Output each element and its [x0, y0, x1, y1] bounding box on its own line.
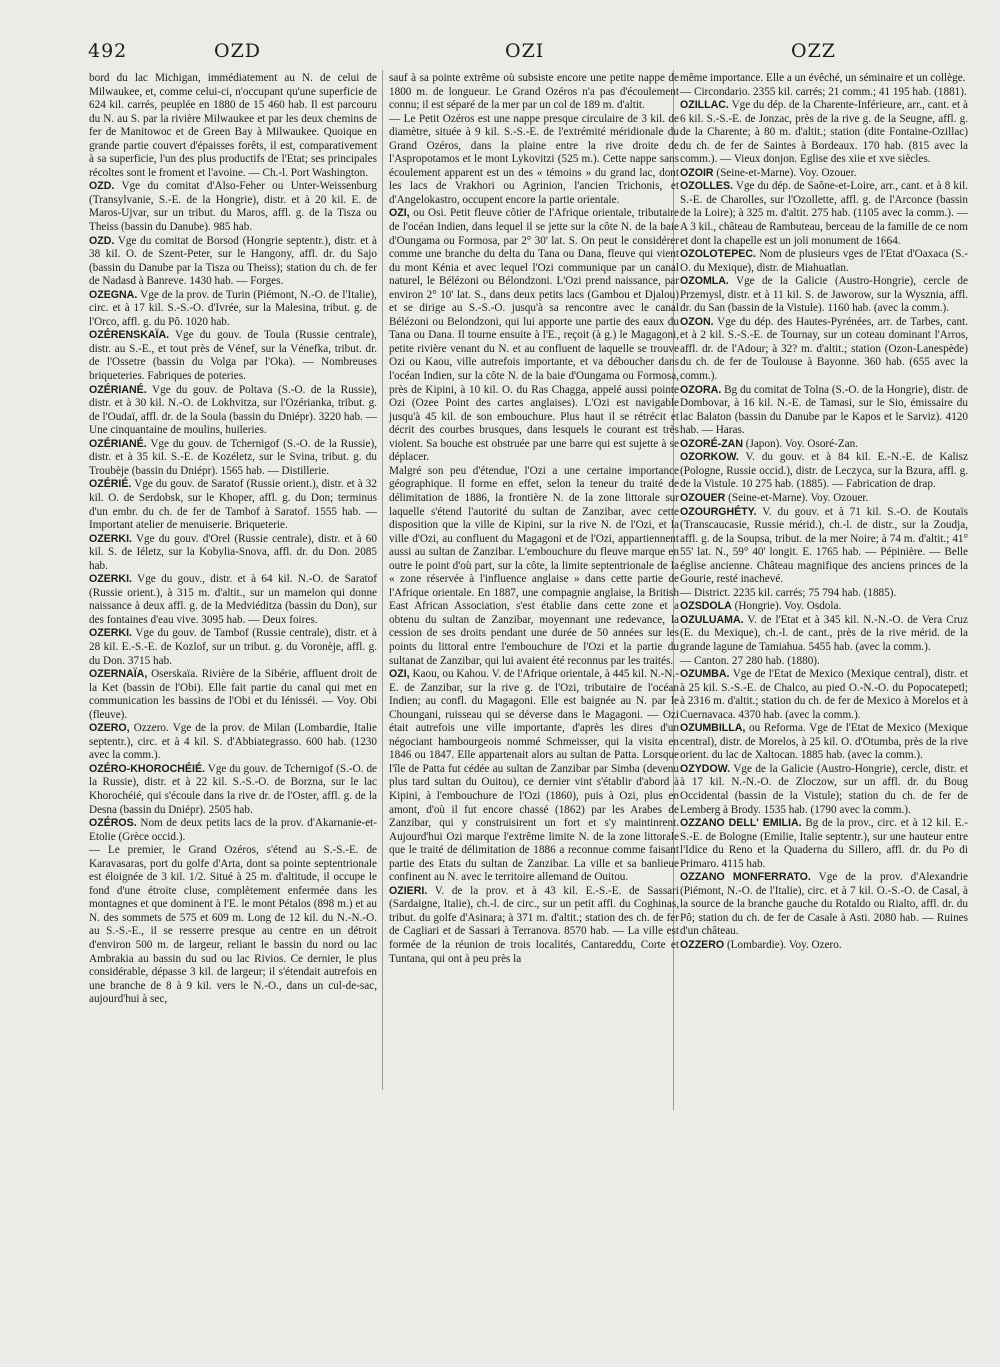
entry-headword: OZERO, [89, 722, 130, 735]
dictionary-entry [389, 72, 679, 113]
entry-headword: OZÉROS. [89, 817, 137, 830]
dictionary-entry [680, 939, 968, 953]
dictionary-entry [680, 167, 968, 181]
entry-headword: OZORÉ-ZAN [680, 437, 743, 450]
entry-headword: OZI, [389, 668, 410, 681]
entry-headword: OZOURGHÉTY. [680, 505, 757, 518]
entry-text: (Japon). Voy. Osoré-Zan. [745, 437, 859, 450]
entry-text: Vge du gouv. de Tchernigof (S.-O. de la Russie), distr. et à 22 kil. S.-S.-O. de Borzna, sur le lac Khorochéié, qui s'écoule dans la rive dr. de l'Oster, affl. g. de la Desna (bassin du Dniépr). 2505 hab. [89, 762, 377, 816]
text-column-2 [389, 72, 679, 966]
dictionary-entry [680, 248, 968, 275]
entry-text: V. du gouv. et à 71 kil. S.-O. de Koutaïs (Transcaucasie, Russie mérid.), ch.-l. de distr., sur la Zoudja, affl. g. de la Soupsa, tribut. de la mer Noire; à 74 m. d'altit.; 41° 55' lat. N., 59° 40' longit. E. 1765 hab. — Pépinière. — Belle église ancienne. Château magnifique des anciens princes de la Gourie, resté inachevé. [680, 505, 968, 586]
dictionary-entry [89, 235, 377, 289]
entry-headword: OZUMBA. [680, 668, 730, 681]
entry-text: Vge du dép. de Saône-et-Loire, arr., cant. et à 8 kil. S.-E. de Charolles, sur l'Ozollette, affl. g. de l'Arconce (bassin de la Loire); à 325 m. d'altit. 275 hab. (1105 avec la comm.). — A 3 kil., château de Rambuteau, berceau de la famille de ce nom et dont la chapelle est un joli monument de 1664. [680, 180, 968, 247]
dictionary-entry [680, 655, 968, 669]
dictionary-entry [89, 627, 377, 668]
dictionary-entry [389, 207, 679, 464]
entry-text: — Le Petit Ozéros est une nappe presque circulaire de 3 kil. de diamètre, située à 9 kil. S.-S.-E. de l'extrémité méridionale du Grand Ozéros, dans la plaine entre la rive droite de l'Aspropotamos et le mont Lykovitzi (525 m.). Cette nappe sans écoulement apparent est un des « témoins » du grand lac, dont les lacs de Vrakhori ou Agrinion, l'ancien Trichonis, et d'Angelokastro, occupent encore la partie orientale. [389, 112, 679, 206]
entry-text: Vge du gouv., distr. et à 64 kil. N.-O. de Saratof (Russie orient.), à 315 m. d'altit., sur un mamelon qui donne naissance à deux affl. g. de la Medviéditza (bassin du Don), sur des fontaines d'eau vive. 3095 hab. — Deux foires. [89, 573, 377, 626]
entry-headword: OZÉRENSKAÏA. [89, 329, 170, 342]
dictionary-entry [89, 533, 377, 574]
entry-headword: OZÉRIANÉ. [89, 383, 147, 396]
dictionary-entry [89, 817, 377, 844]
dictionary-entry [680, 600, 968, 614]
dictionary-entry [89, 844, 377, 1007]
entry-text: Kaou, ou Kahou. V. de l'Afrique orientale, à 445 kil. N.-N.-E. de Zanzibar, sur la rive g. de l'Ozi, tributaire de l'océan Indien; au confl. du Magagoni. Elle est baignée au N. par le Choungani, ruisseau qui se déverse dans le Magagoni. — Ozi était autrefois une ville importante, d'après les dires d'un négociant hambourgeois nommé Schmeisser, qui la visita en 1846 ou 1847. Elle appartenait alors au sultan de Patta. Lorsque l'île de Patta fut cédée au sultan de Zanzibar par Simba (devenu plus tard sultan du Ouitou), ce dernier vint s'établir d'abord à Kipini, à l'embouchure de l'Ozi (1860), puis à Ozi, plus en amont, d'où il fut encore chassé (1862) par les Arabes de Zanzibar, qui y construisirent un fort et s'y maintinrent. Aujourd'hui Ozi marque l'extrême limite N. de la zone littorale que le traité de délimitation de 1886 a reconnue comme faisant partie des Etats du sultan de Zanzibar. La ville et sa banlieue confinent au N. avec le territoire allemand de Ouitou. [389, 668, 679, 884]
entry-text: V. du gouv. et à 84 kil. E.-N.-E. de Kalisz (Pologne, Russie occid.), distr. de Leczyca, sur la Bzura, affl. g. de la Vistule. 10 275 hab. (1885). — Fabrication de drap. [680, 451, 968, 491]
entry-headword: OZZANO MONFERRATO. [680, 871, 811, 884]
dictionary-entry [89, 478, 377, 532]
dictionary-entry [680, 86, 968, 100]
running-head-right: OZZ [791, 40, 836, 62]
entry-text: Vge du gouv. de Tambof (Russie centrale), distr. et à 28 kil. E.-S.-E. de Kozlof, sur un tribut. g. du Voronèje, affl. g. du Don. 3715 hab. [89, 627, 377, 667]
dictionary-entry [89, 668, 377, 722]
entry-text: Vge de la Galicie (Austro-Hongrie), cercle de Przemysl, distr. et à 11 kil. S. de Jaworow, sur la Wysznia, affl. dr. du San (bassin de la Vistule). 1160 hab. (avec la comm.). [680, 275, 968, 315]
entry-text: (Seine-et-Marne). Voy. Ozouer. [716, 166, 857, 179]
entry-text: Vge du gouv. de Tchernigof (S.-O. de la Russie), distr. et à 35 kil. S.-E. de Kozéletz, sur le Svina, tribut. g. du Troubèje (bassin du Dniépr). 1565 hab. — Distillerie. [89, 437, 377, 477]
dictionary-entry [680, 871, 968, 939]
entry-text: Vge du comitat de Borsod (Hongrie septentr.), distr. et à 38 kil. O. de Szent-Peter, sur le Hangony, affl. dr. du Sajo (bassin du Danube par la Tisza ou Theiss); station du ch. de fer de Nadasd à Banreve. 1430 hab. — Forges. [89, 234, 377, 288]
entry-text: Malgré son peu d'étendue, l'Ozi a une certaine importance géographique. Il forme en effet, selon la teneur du traité de délimitation de 1886, la frontière N. de la zone littorale sur laquelle s'étend l'autorité du sultan de Zanzibar, avec cette disposition que la ville de Kipini, sur la rive N. de l'Ozi, et la ville d'Ozi, au confluent du Magagoni et de l'Ozi, appartiennent aussi au sultan de Zanzibar. L'embouchure du fleuve marque en outre le point d'où part, sur la côte, la limite septentrionale de la « zone réservée à l'influence anglaise » dans cette partie de l'Afrique orientale. En 1887, une compagnie anglaise, la British East African Association, s'est établie dans cette zone et a obtenu du sultan de Zanzibar, moyennant une redevance, la cession de ses droits pendant une durée de 50 années sur les points du littoral entre l'embouchure de l'Ozi et la partie du sultanat de Zanzibar, qui lui avaient été reconnus par les traités. [389, 464, 679, 667]
running-head-left: OZD [214, 40, 262, 62]
dictionary-entry [89, 763, 377, 817]
entry-headword: OZÉRO-KHOROCHÉIÉ. [89, 762, 205, 775]
entry-headword: OZON. [680, 315, 714, 328]
dictionary-entry [680, 817, 968, 871]
entry-text: Vge du dép. des Hautes-Pyrénées, arr. de Tarbes, cant. et à 2 kil. S.-S.-E. de Tournay, sur un coteau dominant l'Arros, affl. dr. de l'Adour; à 32? m. d'altit.; station (Ozon-Lanespède) du ch. de fer de Toulouse à Bayonne. 360 hab. (655 avec la comm.). [680, 315, 968, 383]
entry-headword: OZSDOLA [680, 600, 732, 613]
entry-text: Vge du gouv. de Toula (Russie centrale), distr. au S.-E., et tout près de Vénef, sur la Vénefka, tribut. dr. de l'Ossetre (bassin du Volga par l'Oka). — Nombreuses briqueteries. Fabriques de poteries. [89, 329, 377, 383]
entry-headword: OZERKI. [89, 532, 132, 545]
dictionary-entry [680, 614, 968, 655]
entry-text: Vge du gouv. de Poltava (S.-O. de la Russie), distr. et à 30 kil. N.-O. de Lokhvitza, sur l'Ozérianka, tribut. g. de l'Oudaï, affl. dr. de la Soula (bassin du Dniépr). 3220 hab. — Une cinquantaine de moulins, huileries. [89, 383, 377, 437]
dictionary-entry [89, 329, 377, 383]
entry-text: — Le premier, le Grand Ozéros, s'étend au S.-S.-E. de Karavasaras, port du golfe d'Arta, dont sa pointe septentrionale est éloignée de 3 kil. 1/2. Situé à 25 m. d'altitude, il occupe le fond d'une étroite cluse, complètement enfermée dans les montagnes et que dominent à l'E. le mont Pétalos (898 m.) et au N. des sommets de 575 et 609 m. Long de 12 kil. du N.-N.-O. au S.-S.-E., il se resserre presque au centre en un détroit d'environ 500 m. de largeur, reliant le bassin du nord ou lac Ambrakia au bassin du sud ou lac Rivios. Ce dernier, le plus considérable, dépasse 3 kil. de largeur; il s'étendait autrefois en une branche de 8 à 9 kil. vers le N.-O., dans un cul-de-sac, aujourd'hui à sec, [89, 844, 377, 1006]
dictionary-entry [680, 72, 968, 86]
entry-headword: OZI, [389, 207, 410, 220]
entry-text: bord du lac Michigan, immédiatement au N. de celui de Milwaukee, et, comme celui-ci, n'occupant qu'une superficie de 624 kil. carrés, peuplée en 1880 de 15 460 hab. Il est parcouru du N. au S. par la rivière Milwaukee et par les deux chemins de fer de Manitowoc et de Green Bay à Milwaukee. Quoique en grande partie couvert d'épaisses forêts, il est, comparativement à sa superficie, l'un des plus productifs de l'Etat; ses principales récoltes sont le froment et l'avoine. — Ch.-l. Port Washington. [89, 72, 377, 179]
entry-headword: OZZANO DELL' EMILIA. [680, 817, 802, 830]
entry-headword: OZORA. [680, 383, 722, 396]
entry-text: Nom de deux petits lacs de la prov. d'Akarnanie-et-Etolie (Grèce occid.). [89, 817, 378, 843]
running-head-middle: OZI [505, 40, 545, 62]
entry-headword: OZUMBILLA, [680, 722, 746, 735]
entry-text: — District. 2235 kil. carrés; 75 794 hab. (1885). [680, 586, 897, 599]
entry-text: Vge de la Galicie (Austro-Hongrie), cercle, distr. et à 17 kil. N.-N.-O. de Zloczow, sur un affl. dr. du Boug Occidental (bassin de la Vistule); station du ch. de fer de Lemberg à Brody. 1535 hab. (1790 avec la comm.). [680, 762, 968, 816]
text-column-3 [680, 72, 968, 953]
entry-text: Oserskaïa. Rivière de la Sibérie, affluent droit de la Ket (bassin de l'Obi). Elle fait partie du canal qui met en communication les bassins de l'Obi et du Iénisséi. — Voy. Obi (fleuve). [89, 668, 377, 721]
dictionary-entry [680, 587, 968, 601]
entry-text: même importance. Elle a un évêché, un séminaire et un collège. [680, 72, 966, 84]
entry-headword: OZD. [89, 234, 115, 247]
entry-headword: OZEGNA. [89, 288, 138, 301]
entry-text: (Seine-et-Marne). Voy. Ozouer. [728, 491, 869, 504]
entry-text: Bg de la prov., circ. et à 12 kil. E.-S.-E. de Bologne (Emilie, Italie septentr.), sur une hauteur entre l'Idice du Reno et la Quaderna du Sillero, affl. dr. du Po di Primaro. 4115 hab. [680, 817, 968, 870]
entry-text: Vge du gouv. d'Orel (Russie centrale), distr. et à 60 kil. S. de Iéletz, sur la Kobylia-Snova, affl. dr. du Don. 2085 hab. [89, 532, 377, 572]
entry-headword: OZZERO [680, 939, 725, 951]
dictionary-entry [89, 72, 377, 180]
entry-text: ou Osi. Petit fleuve côtier de l'Afrique orientale, tributaire de l'océan Indien, dans lequel il se jette sur la côte N. de la baie d'Oungama ou Formosa, par 2° 30' lat. S. On peut le considérer comme une branche du delta du Tana ou Dana, fleuve qui vient du mont Kénia et avec lequel l'Ozi communique par un canal naturel, le Bélézoni ou Bélondzoni. L'Ozi prend naissance, par environ 2° 10' lat. S., dans deux petits lacs (Gambou et Djalou) et se dirige au S.-S.-O. jusqu'à sa rencontre avec le canal Bélézoni ou Belondzoni, qui lui apporte une partie des eaux du Tana ou Dana. Il tourne ensuite à l'E., reçoit (à g.) le Magagoni, petite rivière venant du N. et au confluent de laquelle se trouve Ozi ou Kaou, ville autrefois importante, et va déboucher dans l'océan Indien, sur la côte N. de la baie d'Oungama ou Formosa, près de Kipini, à 10 kil. O. du Ras Chagga, appelé aussi pointe Ozi (Ozee Point des cartes anglaises). L'Ozi est navigable jusqu'à 45 kil. de son embouchure. Plus haut il se rétrécit et décrit des courbes brusques, dans lesquels le courant est très violent. Sa bouche est obstruée par une barre qui est sujette à se déplacer. [389, 207, 680, 464]
dictionary-entry [680, 438, 968, 452]
dictionary-entry [680, 275, 968, 316]
entry-headword: OZOLLES. [680, 180, 733, 193]
entry-text: Vge de l'Etat de Mexico (Mexique central), distr. et à 25 kil. S.-S.-E. de Chalco, au pied O.-N.-O. du Popocatepetl; à 2316 m. d'altit.; station du ch. de fer de Mexico à Morelos et à Cuernavaca. 4370 hab. (avec la comm.). [680, 668, 968, 721]
column-divider [382, 70, 383, 1090]
entry-text: — Canton. 27 280 hab. (1880). [680, 654, 820, 667]
entry-text: (Lombardie). Voy. Ozero. [726, 939, 842, 951]
entry-text: — Circondario. 2355 kil. carrés; 21 comm.; 41 195 hab. (1881). [680, 85, 967, 98]
dictionary-entry [680, 451, 968, 492]
entry-headword: OZILLAC. [680, 99, 729, 112]
dictionary-entry [89, 180, 377, 234]
entry-text: sauf à sa pointe extrême où subsiste encore une petite nappe de 1800 m. de longueur. Le Grand Ozéros n'a pas d'écoulement connu; il est séparé de la mer par un col de 189 m. d'altit. [389, 72, 679, 112]
entry-headword: OZOIR [680, 166, 714, 179]
dictionary-entry [89, 573, 377, 627]
dictionary-entry [680, 763, 968, 817]
entry-text: Bg du comitat de Tolna (S.-O. de la Hongrie), distr. de Dombovar, à 16 kil. N.-E. de Tamasi, sur le Sio, émissaire du lac Balaton (bassin du Danube par le Kapos et le Sarviz). 4120 hab. — Haras. [680, 383, 968, 437]
entry-headword: OZERNAÏA, [89, 668, 148, 681]
entry-text: V. de la prov. et à 43 kil. E.-S.-E. de Sassari (Sardaigne, Italie), ch.-l. de circ., sur un petit affl. du Coghinas, tribut. du golfe d'Asinara; à 371 m. d'altit.; station des ch. de fer de Cagliari et de Sassari à Terranova. 8570 hab. — La ville est formée de la réunion de trois localités, Cantareddu, Corte et Tuntana, qui ont à peu près la [389, 884, 679, 965]
dictionary-entry [389, 885, 679, 966]
dictionary-entry [680, 180, 968, 248]
entry-text: V. de l'Etat et à 345 kil. N.-N.-O. de Vera Cruz (E. du Mexique), ch.-l. de cant., près de la rive mérid. de la grande lagune de Tamiahua. 5455 hab. (avec la comm.). [680, 613, 968, 653]
dictionary-entry [680, 722, 968, 763]
entry-headword: OZERKI. [89, 627, 132, 640]
dictionary-entry [89, 438, 377, 479]
dictionary-entry [680, 506, 968, 587]
dictionary-entry [89, 384, 377, 438]
dictionary-entry [89, 722, 377, 763]
entry-text: Vge du dép. de la Charente-Inférieure, arr., cant. et à 6 kil. S.-S.-E. de Jonzac, près de la rive g. de la Seugne, affl. g. de la Charente; à 80 m. d'altit.; station (dite Fontaine-Ozillac) du ch. de fer de Saintes à Bordeaux. 170 hab. (815 avec la comm.). — Vieux donjon. Eglise des xiie et xve siècles. [680, 99, 968, 166]
entry-headword: OZOUER [680, 491, 726, 504]
entry-headword: OZÉRIANÉ. [89, 437, 147, 450]
dictionary-entry [680, 384, 968, 438]
entry-text: Nom de plusieurs vges de l'Etat d'Oaxaca (S.-O. du Mexique), distr. de Miahuatlan. [680, 248, 969, 274]
dictionary-entry [389, 668, 679, 885]
entry-headword: OZULUAMA. [680, 613, 744, 626]
dictionary-entry [89, 289, 377, 330]
entry-headword: OZERKI. [89, 573, 132, 586]
entry-headword: OZOLOTEPEC. [680, 248, 756, 261]
entry-headword: OZYDOW. [680, 762, 731, 775]
dictionary-entry [389, 465, 679, 668]
dictionary-entry [680, 668, 968, 722]
entry-headword: OZOMLA. [680, 275, 729, 288]
entry-text: (Hongrie). Voy. Osdola. [734, 600, 842, 613]
dictionary-entry [680, 99, 968, 167]
page-number: 492 [88, 40, 128, 62]
entry-text: Ozzero. Vge de la prov. de Milan (Lombardie, Italie septentr.), circ. et à 4 kil. S. d'Abbiategrasso. 600 hab. (1230 avec la comm.). [89, 722, 378, 762]
entry-headword: OZIERI. [389, 884, 428, 897]
dictionary-entry [389, 113, 679, 208]
entry-headword: OZD. [89, 180, 115, 193]
entry-headword: OZÉRIÉ. [89, 478, 132, 491]
entry-headword: OZORKOW. [680, 451, 739, 464]
text-column-1 [89, 72, 377, 1007]
entry-text: ou Reforma. Vge de l'Etat de Mexico (Mexique central), distr. de Morelos, à 25 kil. O. d'Otumba, près de la rive orient. du lac de Xaltocan. 1885 hab. (avec la comm.). [680, 722, 968, 762]
entry-text: Vge de la prov. d'Alexandrie (Piémont, N.-O. de l'Italie), circ. et à 7 kil. O.-S.-O. de Casal, à la source de la branche gauche du Rotaldo ou Rialto, affl. dr. du Pô; station du ch. de fer de Casale à Asti. 2080 hab. — Ruines d'un château. [680, 871, 968, 938]
entry-text: Vge de la prov. de Turin (Piémont, N.-O. de l'Italie), circ. et à 17 kil. S.-S.-O. d'Ivrée, sur la Malesina, tribut. g. de l'Orco, affl. g. du Pô. 1020 hab. [89, 288, 377, 328]
entry-text: Vge du gouv. de Saratof (Russie orient.), distr. et à 32 kil. O. de Serdobsk, sur le Khoper, affl. g. du Don; terminus d'un embr. du ch. de fer de Tambof à Saratof. 1555 hab. — Important atelier de menuiserie. Briqueterie. [89, 478, 377, 532]
entry-text: Vge du comitat d'Also-Feher ou Unter-Weissenburg (Transylvanie, S.-E. de la Hongrie), distr. et à 20 kil. E. de Maros-Ujvar, sur un tribut. du Maros, affl. g. de la Tisza ou Theiss (bassin du Danube). 985 hab. [89, 180, 377, 234]
dictionary-entry [680, 316, 968, 384]
dictionary-entry [680, 492, 968, 506]
